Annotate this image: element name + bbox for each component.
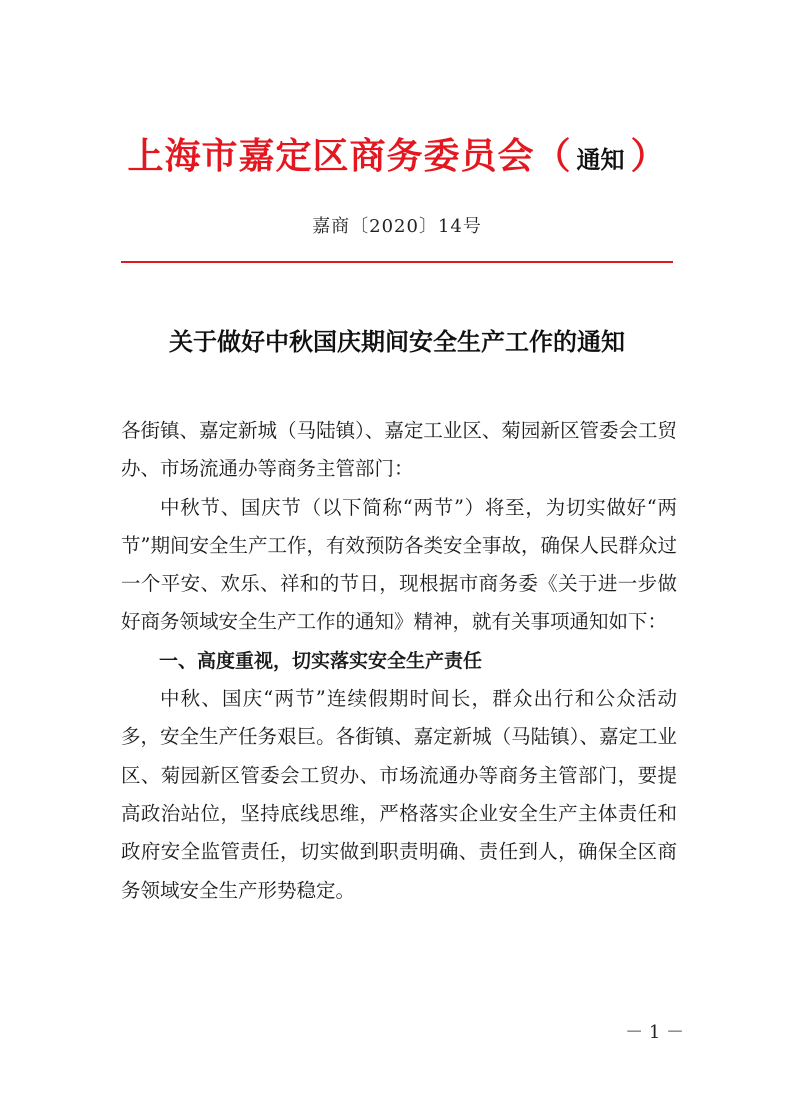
paren-close: ）	[630, 135, 667, 177]
section-paragraph: 中秋、国庆“两节”连续假期时间长，群众出行和公众活动多，安全生产任务艰巨。各街镇、嘉定新城（马陆镇）、嘉定工业区、菊园新区管委会工贸办、市场流通办等商务主管部门，要提高政治站位，坚持底线思维，严格落实企业安全生产主体责任和政府安全监管责任，切实做到职责明确、责任到人，确保全区商务领域安全生产形势稳定。	[121, 687, 677, 902]
intro-paragraph: 中秋节、国庆节（以下简称“两节”）将至，为切实做好“两节”期间安全生产工作，有效预防各类安全事故，确保人民群众过一个平安、欢乐、祥和的节日，现根据市商务委《关于进一步做好商务领域安全生产工作的通知》精神，就有关事项通知如下：	[121, 495, 677, 634]
document-header	[0, 128, 794, 179]
red-divider	[121, 261, 673, 263]
document-number: 嘉商〔2020〕14号	[312, 216, 482, 237]
section-heading: 一、高度重视，切实落实安全生产责任	[159, 649, 483, 672]
page-number: － 1 －	[625, 1022, 684, 1043]
issuer-name: 上海市嘉定区商务委员会	[127, 135, 535, 177]
document-title: 关于做好中秋国庆期间安全生产工作的通知	[169, 327, 625, 356]
addressee-paragraph: 各街镇、嘉定新城（马陆镇）、嘉定工业区、菊园新区管委会工贸办、市场流通办等商务主管部门：	[121, 419, 677, 481]
document-body	[121, 412, 677, 910]
document-type: 通知	[576, 145, 625, 174]
paren-open: （	[534, 135, 571, 177]
